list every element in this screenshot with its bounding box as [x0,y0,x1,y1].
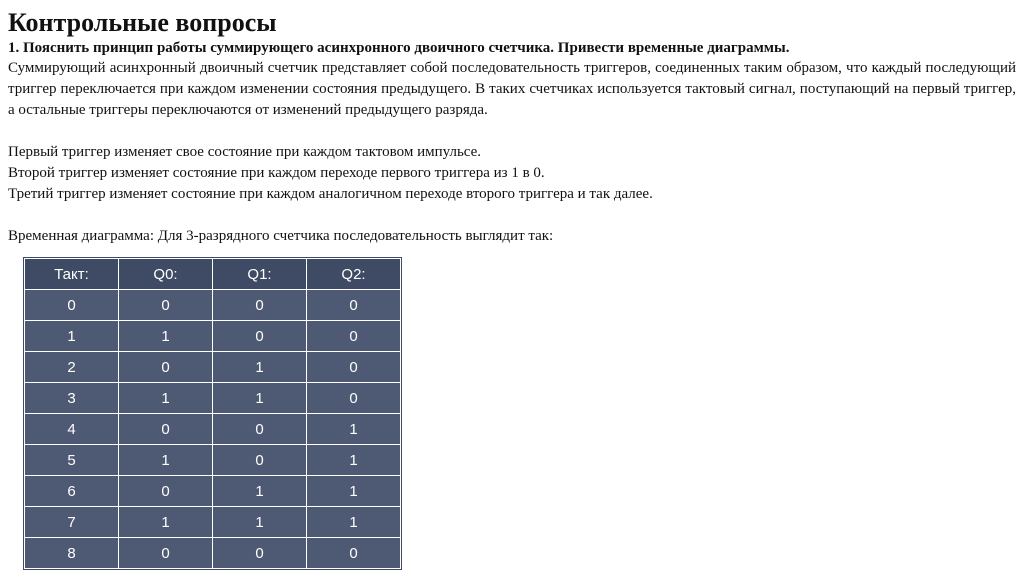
table-header-row [25,259,401,290]
table-cell: 4 [25,414,119,445]
table-cell: 1 [119,445,213,476]
table-cell: 0 [213,290,307,321]
header-cell-q1: Q1: [213,259,307,290]
table-cell: 6 [25,476,119,507]
table-row [25,352,401,383]
table-cell: 0 [307,352,401,383]
table-cell: 1 [119,321,213,352]
table-row [25,538,401,569]
table-cell: 0 [307,383,401,414]
table-cell: 0 [119,414,213,445]
table-cell: 1 [213,507,307,538]
spacer [8,205,1016,226]
table-cell: 1 [119,383,213,414]
header-cell-q2: Q2: [307,259,401,290]
table-cell: 0 [307,321,401,352]
description-paragraph: Суммирующий асинхронный двоичный счетчик представляет собой последовательность триггеров, соединенных таким образом, что каждый последующий триггер переключается при каждом изменении состояния предыдущего. В таких счетчиках используется тактовый сигнал, поступающий на первый триггер, а остальные триггеры переключаются от изменений предыдущего разряда. [8,60,1016,118]
timing-table [24,258,401,569]
trigger-line-3: Третий триггер изменяет состояние при каждом аналогичном переходе второго триггера и так далее. [8,186,653,202]
header-cell-q0: Q0: [119,259,213,290]
table-cell: 0 [213,321,307,352]
table-cell: 1 [307,445,401,476]
table-cell: 0 [119,352,213,383]
table-cell: 0 [213,414,307,445]
table-cell: 0 [307,290,401,321]
table-cell: 0 [119,538,213,569]
table-cell: 0 [119,290,213,321]
table-cell: 0 [213,445,307,476]
table-cell: 1 [25,321,119,352]
table-row [25,476,401,507]
table-cell: 1 [307,476,401,507]
table-row [25,321,401,352]
table-cell: 0 [307,538,401,569]
table-cell: 1 [213,352,307,383]
table-row [25,383,401,414]
diagram-intro: Временная диаграмма: Для 3-разрядного счетчика последовательность выглядит так: [8,228,554,244]
trigger-line-1: Первый триггер изменяет свое состояние при каждом тактовом импульсе. [8,144,482,160]
table-cell: 0 [119,476,213,507]
page-title: Контрольные вопросы [8,8,277,37]
table-cell: 5 [25,445,119,476]
trigger-line-2: Второй триггер изменяет состояние при каждом переходе первого триггера из 1 в 0. [8,165,545,181]
table-cell: 7 [25,507,119,538]
table-cell: 1 [119,507,213,538]
table-cell: 8 [25,538,119,569]
table-row [25,445,401,476]
table-cell: 0 [213,538,307,569]
question-heading: 1. Пояснить принцип работы суммирующего асинхронного двоичного счетчика. Привести временные диаграммы. [8,40,790,56]
table-cell: 3 [25,383,119,414]
table-cell: 1 [213,383,307,414]
table-cell: 1 [307,507,401,538]
table-row [25,414,401,445]
spacer [8,121,1016,142]
table-cell: 1 [307,414,401,445]
table-cell: 0 [25,290,119,321]
table-row [25,507,401,538]
table-cell: 2 [25,352,119,383]
header-cell-tact: Такт: [25,259,119,290]
table-row [25,290,401,321]
table-cell: 1 [213,476,307,507]
